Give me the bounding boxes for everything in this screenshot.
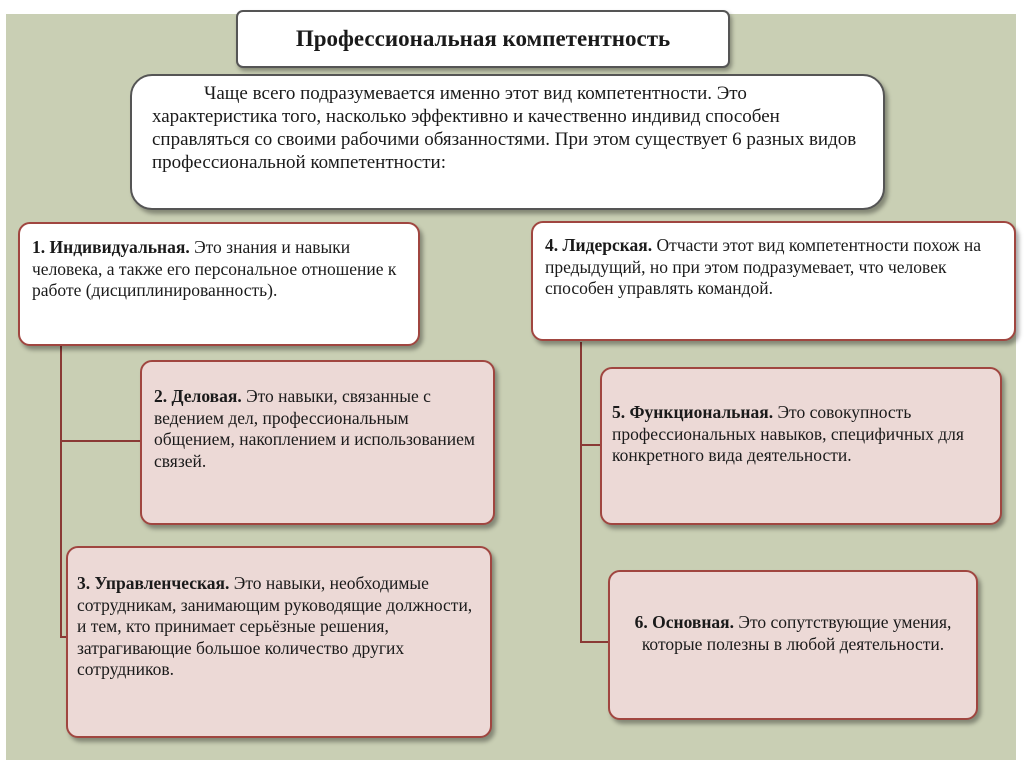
page-title-text: Профессиональная компетентность (295, 26, 671, 51)
right-branch-line-6 (580, 641, 610, 643)
left-trunk-line (60, 344, 62, 637)
type-box-business (140, 360, 495, 525)
type-box-leadership (531, 221, 1016, 341)
right-branch-line-5 (580, 444, 602, 446)
left-branch-line-2 (60, 440, 140, 442)
type-label: 1. Индивидуальная. (32, 237, 190, 257)
type-text: Это навыки, связанные с ведением дел, профессиональным общением, накоплением и использованием связей. (154, 386, 475, 471)
type-box-basic (608, 570, 978, 720)
type-text: Это навыки, необходимые сотрудникам, занимающим руководящие должности, и тем, кто принимает серьёзные решения, затрагивающие большое количество других сотрудников. (77, 573, 473, 679)
type-text: Это знания и навыки человека, а также его персональное отношение к работе (дисциплинированность). (32, 237, 397, 300)
type-label: 3. Управленческая. (77, 573, 230, 593)
intro-text: Чаще всего подразумевается именно этот вид компетентности. Это характеристика того, насколько эффективно и качественно индивид способен справляться со своими рабочими обязанностями. При этом существует 6 разных видов профессиональной компетентности: (152, 83, 857, 173)
type-box-functional (600, 367, 1002, 525)
page-title (236, 10, 730, 68)
type-label: 6. Основная. (634, 612, 735, 632)
type-text: Отчасти этот вид компетентности похож на предыдущий, но при этом подразумевает, что человек способен управлять командой. (545, 235, 981, 298)
type-label: 5. Функциональная. (612, 402, 774, 422)
type-box-individual (18, 222, 420, 346)
intro-box (130, 74, 885, 210)
type-text: Это совокупность профессиональных навыков, специфичных для конкретного вида деятельности. (612, 402, 964, 465)
type-label: 2. Деловая. (154, 386, 242, 406)
type-box-managerial (66, 546, 492, 738)
right-trunk-line (580, 342, 582, 642)
type-text: Это сопутствующие умения, которые полезны в любой деятельности. (641, 612, 952, 654)
type-label: 4. Лидерская. (545, 235, 653, 255)
